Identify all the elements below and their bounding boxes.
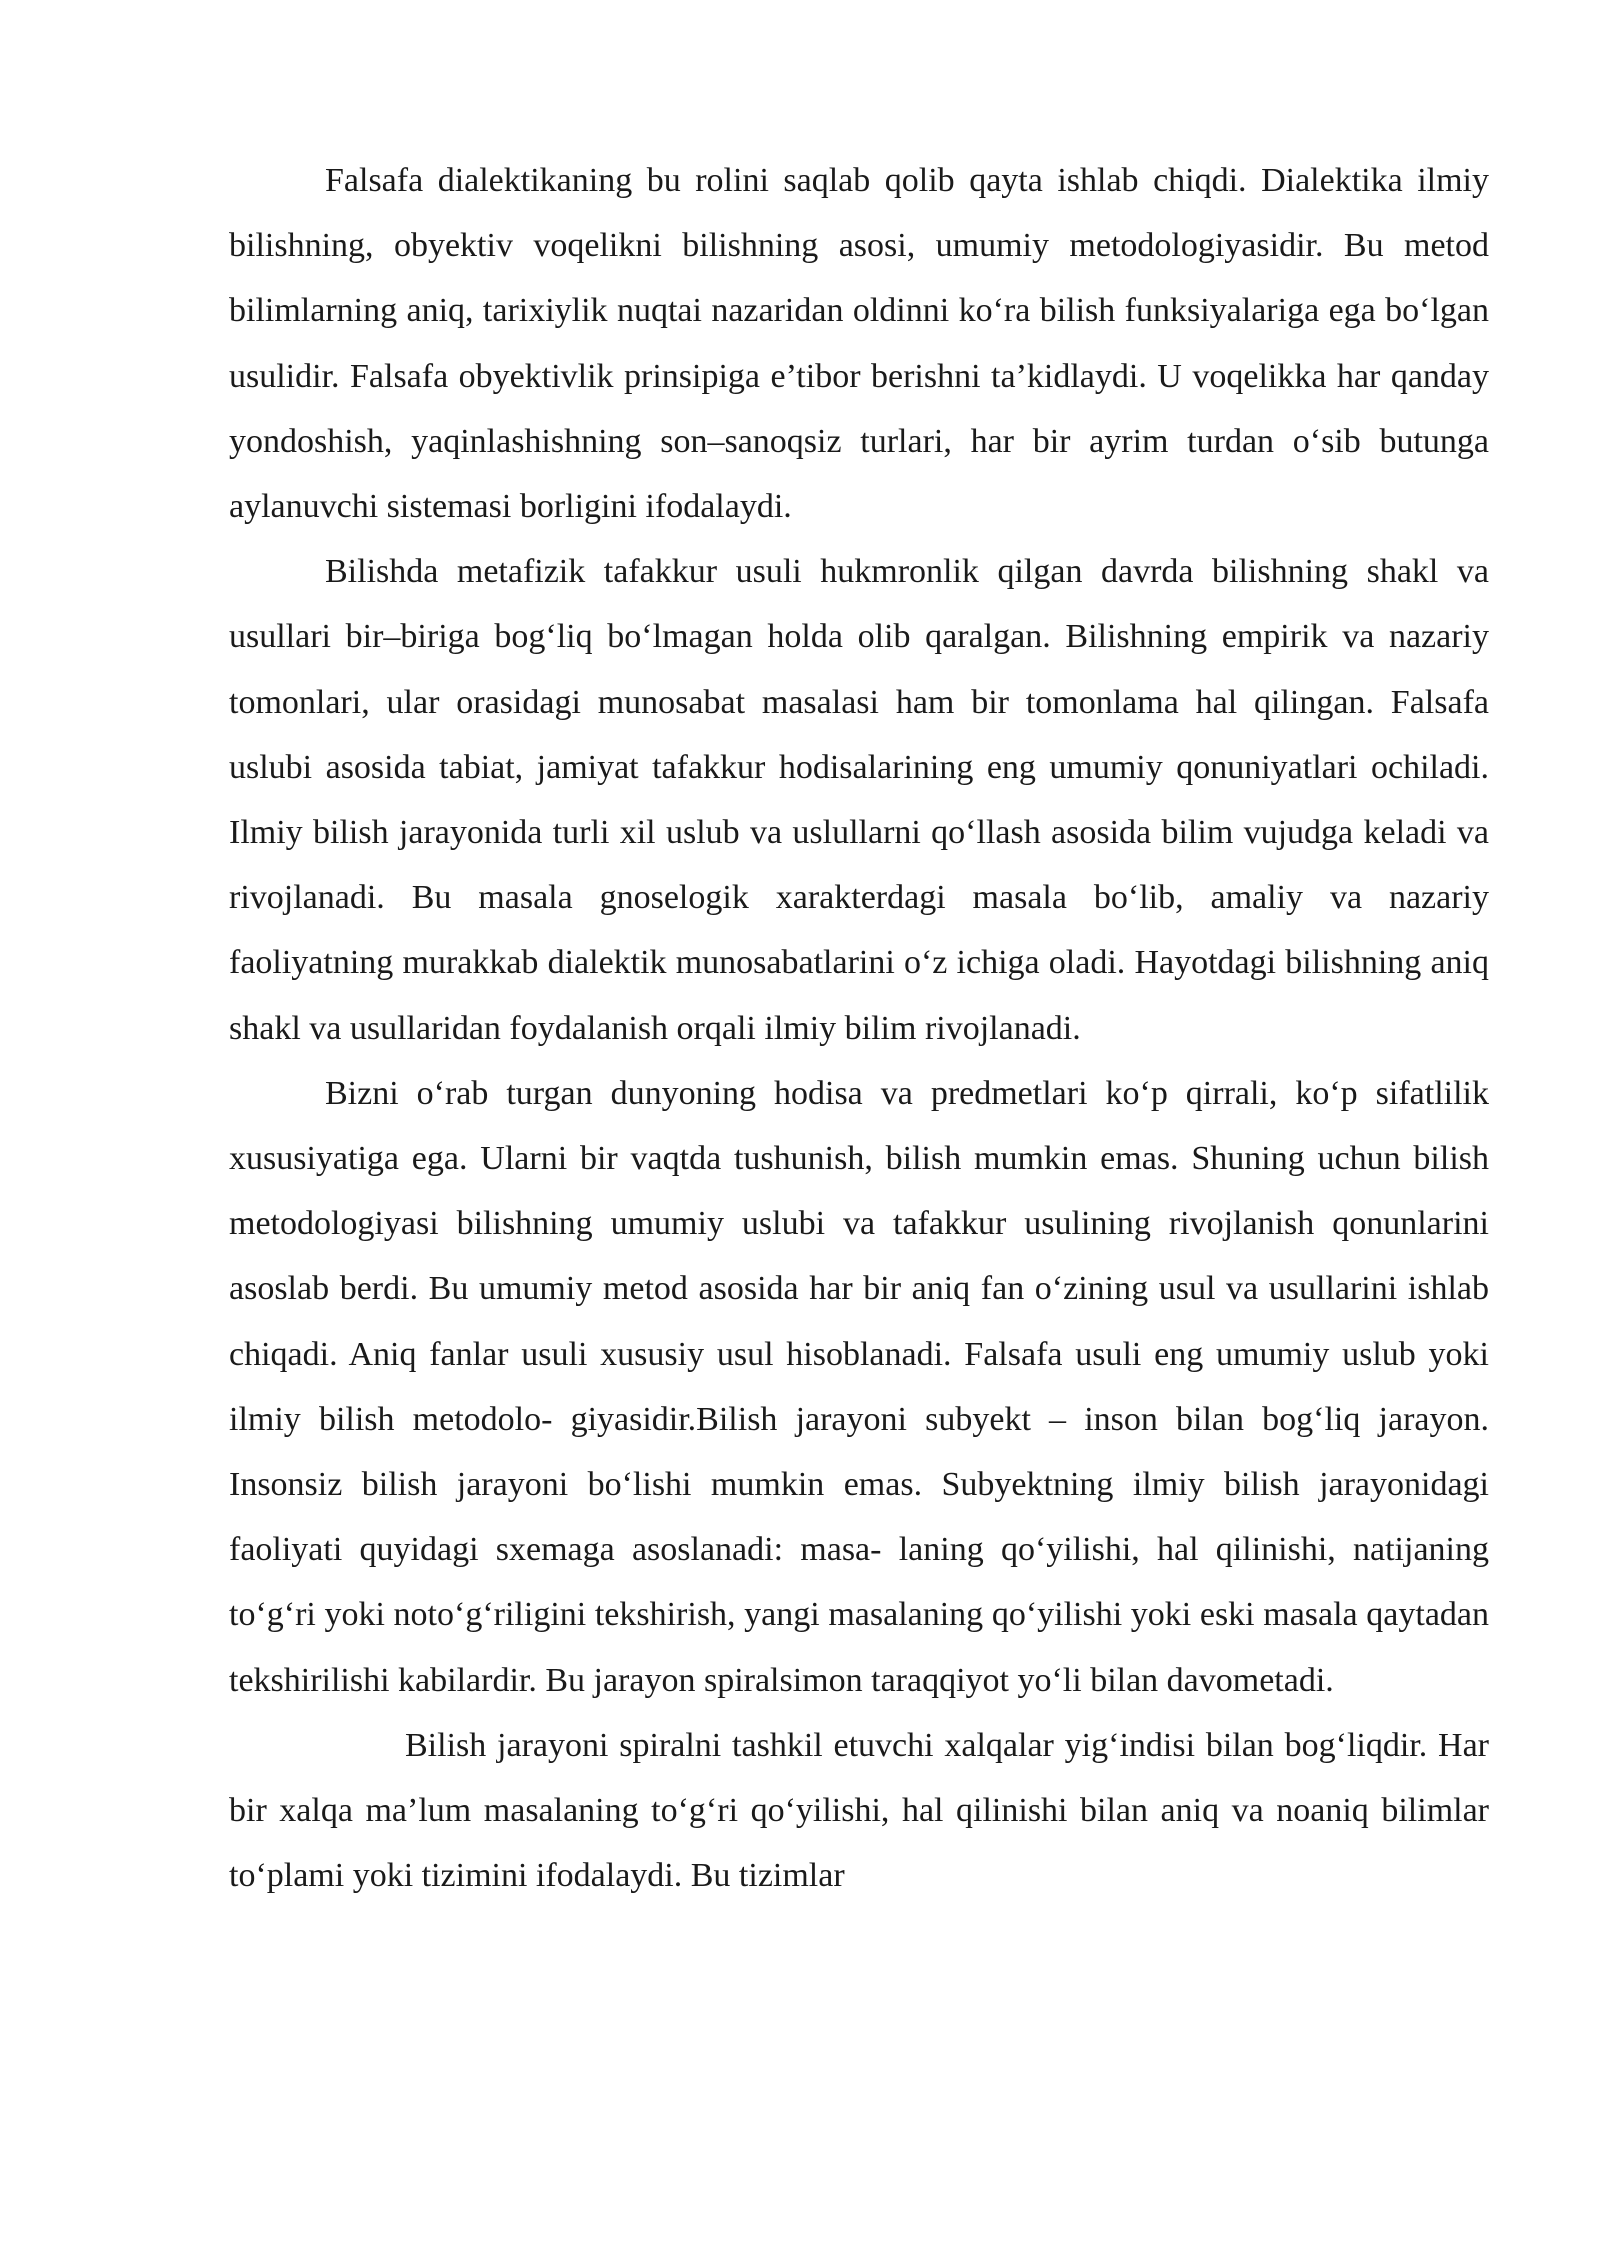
paragraph-2: Bilishda metafizik tafakkur usuli hukmronlik qilgan davrda bilishning shakl va usullari bir–biriga bog‘liq bo‘lmagan holda olib qaralgan. Bilishning empirik va nazariy tomonlari, ular orasidagi munosabat masalasi ham bir tomonlama hal qilingan. Falsafa uslubi asosida tabiat, jamiyat tafakkur hodisalarining eng umumiy qonuniyatlari ochiladi. Ilmiy bilish jarayonida turli xil uslub va uslullarni qo‘llash asosida bilim vujudga keladi va rivojlanadi. Bu masala gnoselogik xarakterdagi masala bo‘lib, amaliy va nazariy faoliyatning murakkab dialektik munosabatlarini o‘z ichiga oladi. Hayotdagi bilishning aniq shakl va usullaridan foydalanish orqali ilmiy bilim rivojlanadi. <box>229 553 1489 1047</box>
document-page <box>229 148 1489 1908</box>
paragraph-1: Falsafa dialektikaning bu rolini saqlab qolib qayta ishlab chiqdi. Dialektika ilmiy bilishning, obyektiv voqelikni bilishning asosi, umumiy metodologiyasidir. Bu metod bilimlarning aniq, tarixiylik nuqtai nazaridan oldinni ko‘ra bilish funksiyalariga ega bo‘lgan usulidir. Falsafa obyektivlik prinsipiga e’tibor berishni ta’kidlaydi. U voqelikka har qanday yondoshish, yaqinlashishning son–sanoqsiz turlari, har bir ayrim turdan o‘sib butunga aylanuvchi sistemasi borligini ifodalaydi. <box>229 162 1489 526</box>
paragraph-4: Bilish jarayoni spiralni tashkil etuvchi xalqalar yig‘indisi bilan bog‘liqdir. Har bir xalqa ma’lum masalaning to‘g‘ri qo‘yilishi, hal qilinishi bilan aniq va noaniq bilimlar to‘plami yoki tizimini ifodalaydi. Bu tizimlar <box>229 1726 1489 1895</box>
paragraph-3: Bizni o‘rab turgan dunyoning hodisa va predmetlari ko‘p qirrali, ko‘p sifatlilik xususiyatiga ega. Ularni bir vaqtda tushunish, bilish mumkin emas. Shuning uchun bilish metodologiyasi bilishning umumiy uslubi va tafakkur usulining rivojlanish qonunlarini asoslab berdi. Bu umumiy metod asosida har bir aniq fan o‘zining usul va usullarini ishlab chiqadi. Aniq fanlar usuli xususiy usul hisoblanadi. Falsafa usuli eng umumiy uslub yoki ilmiy bilish metodolo- giyasidir.Bilish jarayoni subyekt – inson bilan bog‘liq jarayon. Insonsiz bilish jarayoni bo‘lishi mumkin emas. Subyektning ilmiy bilish jarayonidagi faoliyati quyidagi sxemaga asoslanadi: masa- laning qo‘yilishi, hal qilinishi, natijaning to‘g‘ri yoki noto‘g‘riligini tekshirish, yangi masalaning qo‘yilishi yoki eski masala qaytadan tekshirilishi kabilardir. Bu jarayon spiralsimon taraqqiyot yo‘li bilan davometadi. <box>229 1074 1489 1699</box>
